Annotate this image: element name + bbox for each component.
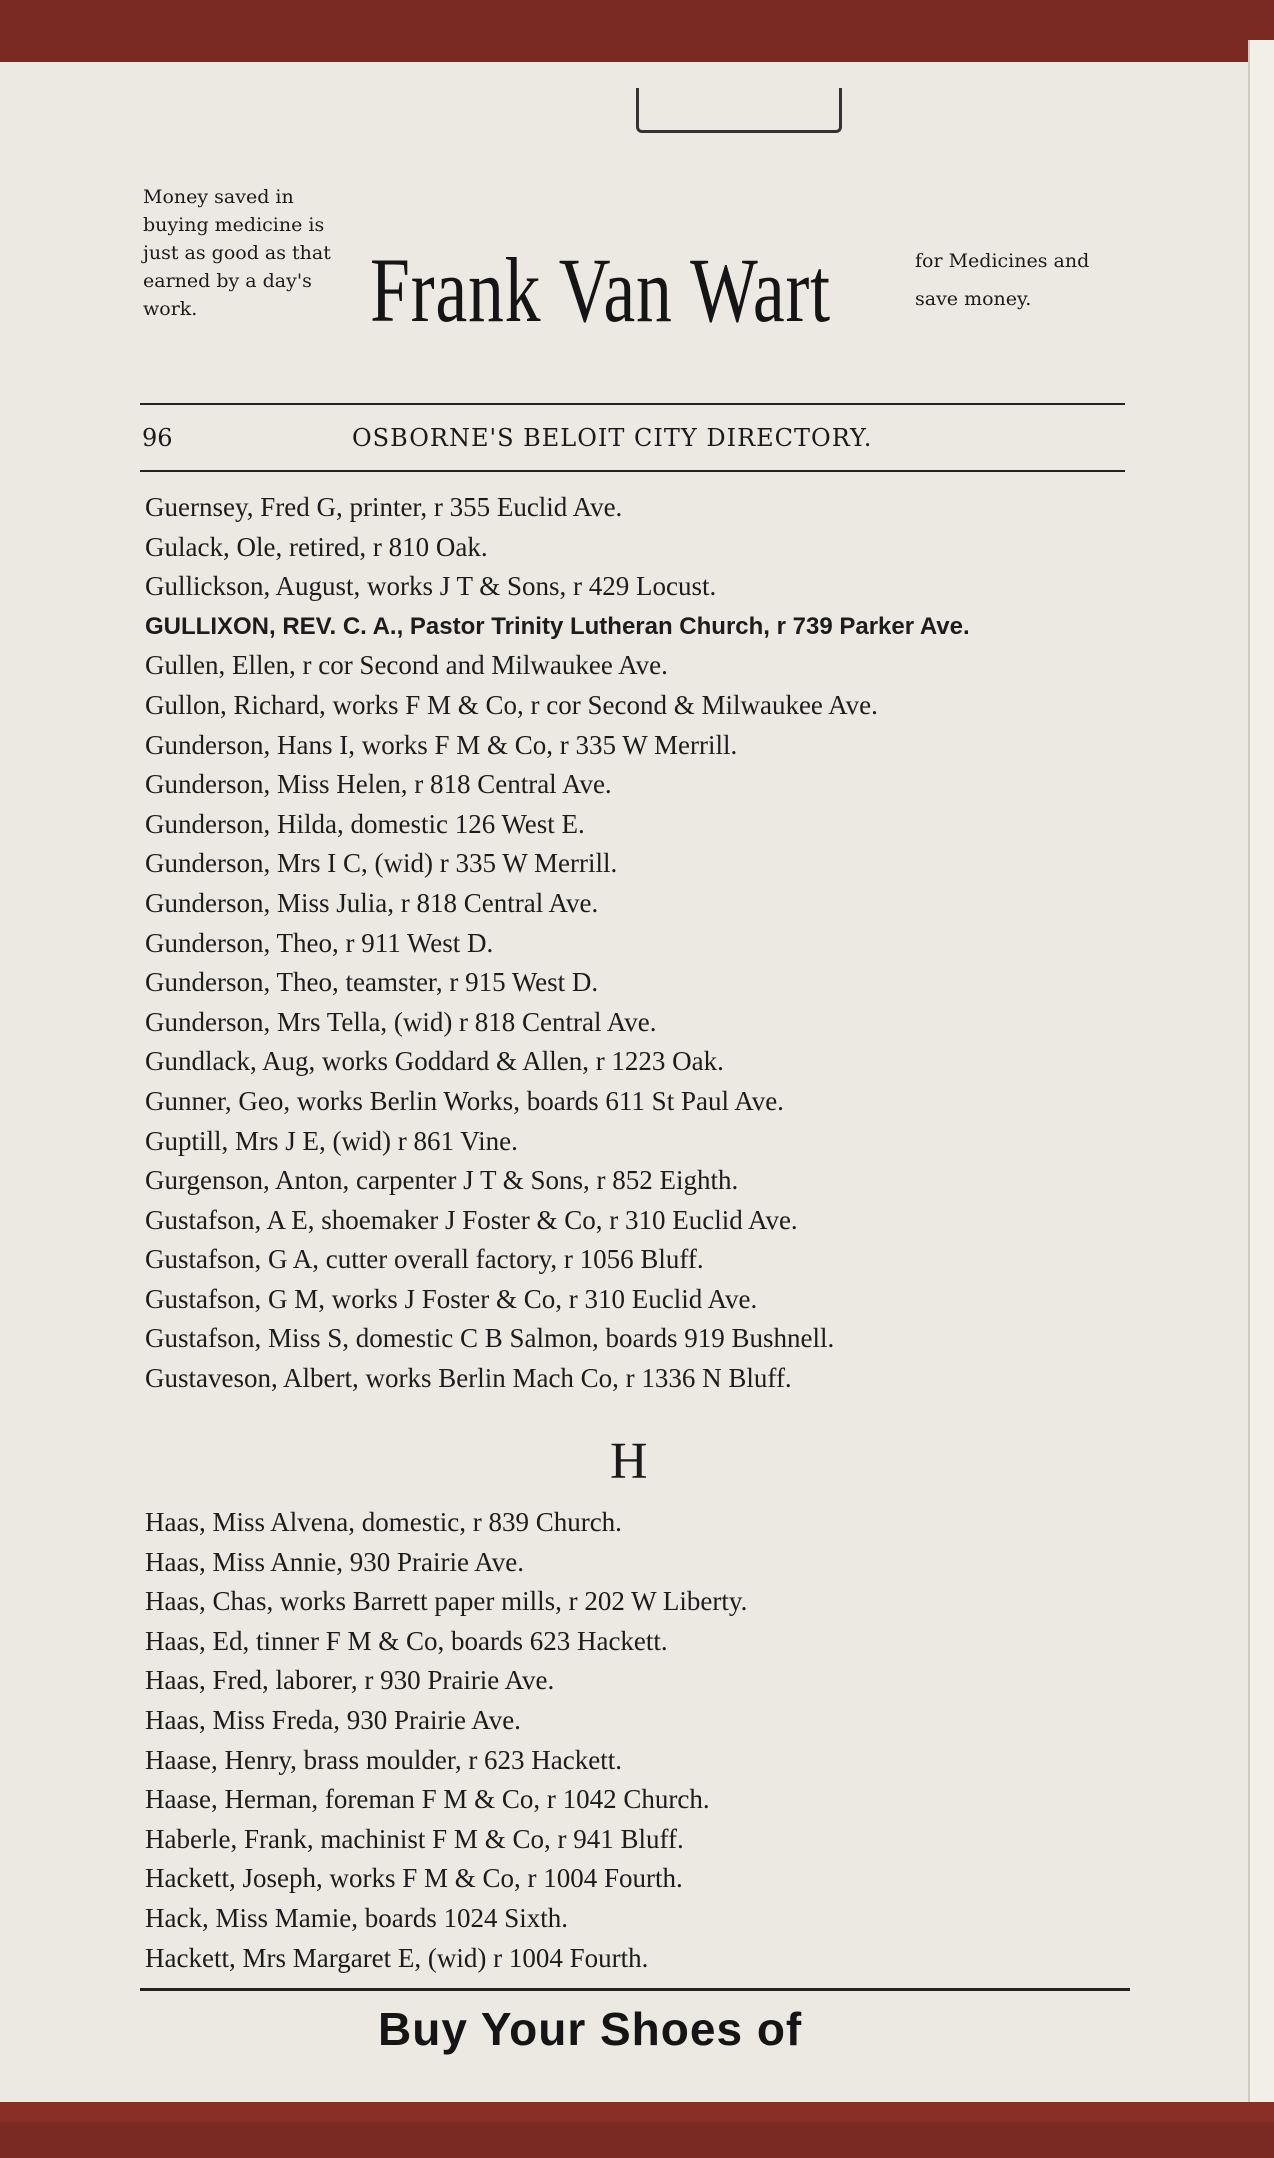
list-item: Gunderson, Miss Helen, r 818 Central Ave. [145,769,612,800]
list-item: Haberle, Frank, machinist F M & Co, r 941 Bluff. [145,1823,684,1854]
entries-g-list [145,488,1145,1399]
list-item-featured: GULLIXON, REV. C. A., Pastor Trinity Lutheran Church, r 739 Parker Ave. [145,612,970,640]
list-item: Gunderson, Hilda, domestic 126 West E. [145,808,585,839]
list-item: Haase, Henry, brass moulder, r 623 Hackett. [145,1744,623,1775]
list-item: Gustafson, G M, works J Foster & Co, r 310 Euclid Ave. [145,1283,758,1314]
list-item: Guernsey, Fred G, printer, r 355 Euclid Ave. [145,492,623,522]
book-cover-edge [0,2102,1274,2122]
list-item: Haas, Miss Annie, 930 Prairie Ave. [145,1546,524,1577]
list-item: Gunderson, Mrs I C, (wid) r 335 W Merrill. [145,848,618,879]
list-item: Gunderson, Hans I, works F M & Co, r 335 W Merrill. [145,729,738,760]
footer-advert: Buy Your Shoes of [378,2003,803,2055]
list-item: Haas, Chas, works Barrett paper mills, r 202 W Liberty. [145,1586,748,1617]
running-head: OSBORNE'S BELOIT CITY DIRECTORY. [352,424,873,452]
advert-name: Frank Van Wart [370,239,831,341]
list-item: Haas, Ed, tinner F M & Co, boards 623 Hackett. [145,1625,668,1656]
list-item: Gundlack, Aug, works Goddard & Allen, r 1223 Oak. [145,1046,724,1077]
advert-left-text: Money saved in buying medicine is just as good as that earned by a day's work. [143,186,331,320]
list-item: Haas, Miss Freda, 930 Prairie Ave. [145,1704,521,1735]
list-item: Gunderson, Theo, r 911 West D. [145,927,494,958]
list-item: Haas, Fred, laborer, r 930 Prairie Ave. [145,1665,555,1696]
list-item: Haas, Miss Alvena, domestic, r 839 Church. [145,1507,622,1537]
list-item: Gunderson, Miss Julia, r 818 Central Ave. [145,887,599,918]
list-item: Gunderson, Mrs Tella, (wid) r 818 Central Ave. [145,1006,657,1037]
list-item: Gullen, Ellen, r cor Second and Milwaukee Ave. [145,650,668,681]
list-item: Hackett, Joseph, works F M & Co, r 1004 Fourth. [145,1863,683,1894]
list-item: Hack, Miss Mamie, boards 1024 Sixth. [145,1902,568,1933]
list-item: Guptill, Mrs J E, (wid) r 861 Vine. [145,1125,518,1156]
page-number: 96 [142,424,173,452]
advert-rule [140,403,1125,405]
list-item: Gullon, Richard, works F M & Co, r cor Second & Milwaukee Ave. [145,689,878,720]
list-item: Gunderson, Theo, teamster, r 915 West D. [145,967,599,998]
list-item: Gustafson, Miss S, domestic C B Salmon, boards 919 Bushnell. [145,1323,835,1354]
list-item: Gustaveson, Albert, works Berlin Mach Co, r 1336 N Bluff. [145,1363,792,1394]
list-item: Gunner, Geo, works Berlin Works, boards 611 St Paul Ave. [145,1085,784,1116]
section-letter: H [610,1433,648,1490]
book-spine [1248,40,1274,2120]
list-item: Gurgenson, Anton, carpenter J T & Sons, r 852 Eighth. [145,1165,739,1196]
list-item: Gullickson, August, works J T & Sons, r 429 Locust. [145,571,717,602]
advert-right-text: for Medicines and save money. [915,250,1090,310]
bleed-through-bracket [636,88,842,133]
list-item: Gustafson, A E, shoemaker J Foster & Co, r 310 Euclid Ave. [145,1204,798,1235]
list-item: Hackett, Mrs Margaret E, (wid) r 1004 Fourth. [145,1942,649,1973]
list-item: Haase, Herman, foreman F M & Co, r 1042 Church. [145,1784,710,1815]
list-item: Gustafson, G A, cutter overall factory, r 1056 Bluff. [145,1244,704,1275]
list-item: Gulack, Ole, retired, r 810 Oak. [145,531,488,562]
header-rule [140,470,1125,472]
entries-h-list [145,1503,1145,1978]
footer-rule [140,1988,1130,1991]
